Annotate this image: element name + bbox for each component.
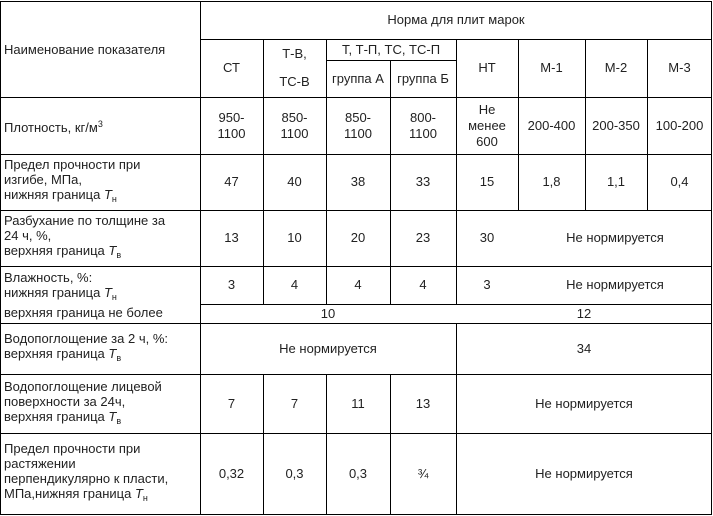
surface-b: [390, 374, 456, 433]
density-m2-text: 200-350: [592, 117, 640, 133]
swelling-label-2: 24 ч, %,: [4, 228, 52, 243]
absorption-label-2-text: верхняя граница: [4, 346, 109, 361]
bending-b-text: 33: [415, 174, 431, 189]
humidity-label: [4, 266, 200, 323]
surface-a-text: 11: [351, 395, 365, 411]
swelling-tv-text: 10: [287, 230, 302, 245]
density-b-2: 1100: [409, 125, 437, 141]
surface-tv-text: 7: [290, 395, 299, 411]
humidity-upper-right-text: 12: [576, 305, 592, 321]
header-tv: [263, 39, 326, 97]
swelling-b: [390, 210, 456, 266]
tensile-tv: [263, 433, 326, 514]
bending-symbol-sub: н: [111, 194, 117, 204]
header-group-b: [390, 60, 456, 97]
tensile-label-2: растяжении: [4, 456, 76, 471]
density-tv: [263, 97, 326, 154]
bending-m2-text: 1,1: [606, 174, 626, 189]
density-label: [4, 97, 200, 154]
humidity-a-text: 4: [354, 277, 362, 292]
surface-b-text: 13: [415, 395, 431, 411]
header-st-text: СТ: [223, 60, 240, 75]
header-group: [326, 39, 456, 60]
swelling-m: [518, 210, 712, 266]
surface-symbol: T: [108, 408, 117, 424]
density-label-text: [4, 117, 103, 135]
bending-a-text: 38: [350, 174, 366, 189]
bending-b: [390, 154, 456, 210]
density-b: [390, 97, 456, 154]
surface-m: [456, 374, 712, 433]
absorption-symbol: T: [108, 346, 117, 361]
surface-label-2: поверхности за 24ч,: [4, 393, 126, 409]
density-nt-1: Не: [478, 101, 496, 117]
tensile-label-3: перпендикулярно к пласти,: [4, 471, 169, 486]
tensile-st-text: 0,32: [218, 465, 245, 481]
density-a-1: 850-: [344, 109, 372, 125]
header-norm-text: Норма для плит марок: [387, 12, 525, 27]
humidity-tv-text: 4: [290, 277, 299, 292]
bending-label-3-text: нижняя граница: [4, 187, 104, 202]
header-norm: [200, 1, 712, 39]
humidity-symbol-sub: н: [111, 291, 117, 302]
bending-label: [4, 154, 200, 210]
surface-label-3-text: верхняя граница: [4, 408, 109, 424]
header-m1-text: М-1: [540, 60, 563, 75]
density-tv-2: 1100: [280, 125, 309, 141]
tensile-label-4-text: МПа,нижняя граница: [4, 486, 135, 501]
absorption-right-text: 34: [576, 340, 592, 356]
density-st-2: 1100: [217, 125, 246, 141]
surface-label: [4, 374, 200, 433]
humidity-b: [390, 266, 456, 304]
humidity-st: [200, 266, 263, 304]
swelling-label-3: [4, 243, 121, 263]
swelling-label-1: Разбухание по толщине за: [4, 213, 166, 228]
bending-tv: [263, 154, 326, 210]
humidity-nt: [456, 266, 518, 304]
swelling-st: [200, 210, 263, 266]
swelling-symbol: T: [108, 243, 117, 258]
humidity-b-text: 4: [419, 277, 427, 292]
swelling-b-text: 23: [415, 230, 431, 245]
header-m2: [585, 39, 647, 97]
humidity-upper-left-text: 10: [320, 305, 336, 321]
absorption-symbol-sub: в: [116, 353, 122, 363]
swelling-a-text: 20: [350, 230, 366, 245]
swelling-m-text: Не нормируется: [566, 230, 664, 245]
absorption-left: [200, 323, 456, 374]
humidity-st-text: 3: [227, 277, 236, 292]
header-indicator: [4, 1, 200, 97]
surface-a: [326, 374, 390, 433]
humidity-label-2-text: нижняя граница: [4, 284, 104, 300]
header-group-b-text: группа Б: [397, 70, 449, 86]
density-m1: [518, 97, 585, 154]
humidity-upper-right: [456, 304, 712, 323]
swelling-label-3-text: верхняя граница: [4, 243, 109, 258]
density-a-2: 1100: [344, 125, 372, 141]
header-tv-line1: Т-В,: [282, 46, 307, 61]
humidity-nt-text: 3: [483, 277, 491, 292]
surface-symbol-sub: в: [116, 415, 122, 426]
density-st: [200, 97, 263, 154]
absorption-right: [456, 323, 712, 374]
swelling-a: [326, 210, 390, 266]
bending-label-2: изгибе, МПа,: [4, 172, 82, 187]
swelling-nt: [456, 210, 518, 266]
density-tv-1: 850-: [281, 109, 308, 125]
density-st-1: 950-: [218, 109, 245, 125]
humidity-label-3: верхняя граница не более: [4, 304, 163, 320]
header-st: [200, 39, 263, 97]
surface-m-text: Не нормируется: [535, 395, 633, 411]
tensile-symbol: T: [134, 486, 143, 501]
swelling-symbol-sub: в: [116, 250, 122, 260]
density-m3-text: 100-200: [655, 117, 704, 133]
tensile-b: [390, 433, 456, 514]
density-a: [326, 97, 390, 154]
bending-label-1: Предел прочности при: [4, 157, 141, 172]
density-nt: [456, 97, 518, 154]
header-nt-text: НТ: [478, 60, 496, 75]
bending-m3: [647, 154, 712, 210]
bending-m1-text: 1,8: [542, 174, 561, 189]
density-label-sup: 3: [97, 118, 103, 129]
bending-tv-text: 40: [287, 174, 302, 189]
header-nt: [456, 39, 518, 97]
density-label-main: Плотность, кг/м: [4, 119, 98, 135]
swelling-tv: [263, 210, 326, 266]
humidity-a: [326, 266, 390, 304]
surface-st: [200, 374, 263, 433]
table-border-left: [0, 1, 1, 515]
tensile-m: [456, 433, 712, 514]
tensile-label-4: [4, 486, 148, 506]
surface-st-text: 7: [227, 395, 236, 411]
humidity-label-2: [4, 285, 117, 305]
absorption-label: [4, 323, 200, 374]
table-border-bottom: [0, 514, 712, 515]
tensile-tv-text: 0,3: [285, 465, 304, 481]
humidity-tv: [263, 266, 326, 304]
bending-a: [326, 154, 390, 210]
density-m1-text: 200-400: [527, 117, 576, 133]
bending-m2: [585, 154, 647, 210]
absorption-label-2: [4, 346, 121, 366]
tensile-label: [4, 433, 200, 514]
tensile-symbol-sub: н: [142, 493, 148, 503]
tensile-m-text: Не нормируется: [535, 465, 633, 481]
humidity-symbol: T: [103, 284, 112, 300]
bending-st-text: 47: [224, 174, 239, 189]
density-b-1: 800-: [409, 109, 437, 125]
humidity-label-1: Влажность, %:: [4, 269, 93, 285]
density-m3: [647, 97, 712, 154]
bending-m3-text: 0,4: [670, 174, 689, 189]
tensile-label-1: Предел прочности при: [4, 441, 141, 456]
header-m3-text: М-3: [668, 60, 691, 75]
bending-st: [200, 154, 263, 210]
absorption-left-text: Не нормируется: [279, 340, 377, 356]
humidity-upper-left: [200, 304, 456, 323]
swelling-st-text: 13: [224, 230, 239, 245]
header-group-a: [326, 60, 390, 97]
density-nt-3: 600: [476, 133, 498, 149]
absorption-label-1: Водопоглощение за 2 ч, %:: [4, 331, 168, 346]
header-m3: [647, 39, 712, 97]
tensile-st: [200, 433, 263, 514]
header-group-a-text: группа А: [332, 70, 384, 86]
swelling-label: [4, 210, 200, 266]
density-m2: [585, 97, 647, 154]
header-m2-text: М-2: [604, 60, 628, 75]
density-nt-2: менее: [468, 117, 506, 133]
header-m1: [518, 39, 585, 97]
tensile-a-text: 0,3: [348, 465, 368, 481]
header-indicator-text: Наименование показателя: [4, 41, 166, 57]
tensile-a: [326, 433, 390, 514]
bending-nt-text: 15: [479, 174, 495, 189]
bending-label-3: [4, 187, 117, 207]
humidity-m-text: Не нормируется: [566, 277, 664, 292]
bending-symbol: T: [103, 187, 112, 202]
surface-label-1: Водопоглощение лицевой: [4, 378, 162, 394]
surface-label-3: [4, 409, 121, 429]
header-tv-line2: ТС-В: [279, 74, 310, 89]
bending-nt: [456, 154, 518, 210]
surface-tv: [263, 374, 326, 433]
humidity-m: [518, 266, 712, 304]
header-group-text: Т, Т-П, ТС, ТС-П: [341, 41, 441, 57]
swelling-nt-text: 30: [479, 230, 495, 245]
tensile-b-text: ¾: [417, 465, 429, 481]
bending-m1: [518, 154, 585, 210]
